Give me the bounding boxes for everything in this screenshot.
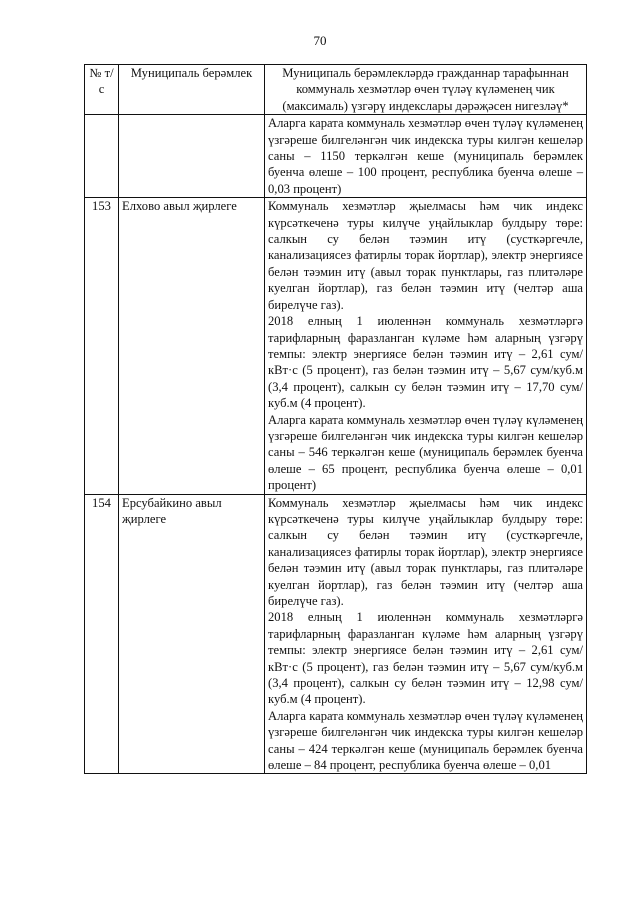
table-row [85,115,587,198]
header-municipality: Муниципаль берәмлек [119,65,265,115]
paragraph: Коммуналь хезмәтләр җыелмасы һәм чик индекс күрсәткеченә туры килүче уңайлыклар булдыру төре: салкын су белән тәэмин итү (сусткәргечле, канализациясез фатирлы торак йортлар), электр энергиясе белән тәэмин итү (авыл торак пунктлары, газ плитәләре куелган йортлар), газ белән тәэмин итү (челтәр аша бирелүче газ). [268,199,583,312]
paragraph: Аларга карата коммуналь хезмәтләр өчен түләү күләменең үзгәреше билгеләнгән чик индекска туры килгән кешеләр саны – 1150 теркәлгән кеше (муниципаль берәмлек буенча өлеше – 100 процент, республика буенча өлеше – 0,03 процент) [268,116,583,196]
row-description [265,198,587,494]
row-description [265,115,587,198]
row-municipality: Елхово авыл җирлеге [119,198,265,494]
paragraph: 2018 елның 1 июленнән коммуналь хезмәтләргә тарифларның фаразланган күләме һәм аларның үзгәрү темпы: электр энергиясе белән тәэмин итү – 2,61 сум/кВт·с (5 процент), газ белән тәэмин итү – 5,67 сум/куб.м (3,4 процент), салкын су белән тәэмин итү – 12,98 сум/куб.м (4 процент). [268,610,583,707]
row-num: 154 [85,494,119,774]
tariff-table [84,64,587,774]
row-num [85,115,119,198]
header-description: Муниципаль берәмлекләрдә гражданнар тарафыннан коммуналь хезмәтләр өчен түләү күләменең чик (максималь) үзгәрү индекслары дәрәҗәсен нигезләү* [265,65,587,115]
paragraph: Коммуналь хезмәтләр җыелмасы һәм чик индекс күрсәткеченә туры килүче уңайлыклар булдыру төре: салкын су белән тәэмин итү (сусткәргечле, канализациясез фатирлы торак йортлар), электр энергиясе белән тәэмин итү (авыл торак пунктлары, газ плитәләре куелган йортлар), газ белән тәэмин итү (челтәр аша бирелүче газ). [268,495,583,608]
header-num: № т/с [85,65,119,115]
paragraph: Аларга карата коммуналь хезмәтләр өчен түләү күләменең үзгәреше билгеләнгән чик индекска туры килгән кешеләр саны – 546 теркәлгән кеше (муниципаль берәмлек буенча өлеше – 65 процент, республика буенча өлеше – 0,01 процент) [268,412,583,493]
row-num: 153 [85,198,119,494]
row-description [265,494,587,774]
row-municipality [119,115,265,198]
table-row [85,494,587,774]
page-number: 70 [313,33,327,48]
table-header-row [85,65,587,115]
paragraph: 2018 елның 1 июленнән коммуналь хезмәтләргә тарифларның фаразланган күләме һәм аларның үзгәрү темпы: электр энергиясе белән тәэмин итү – 2,61 сум/кВт·с (5 процент), газ белән тәэмин итү – 5,67 сум/куб.м (3,4 процент), салкын су белән тәэмин итү – 17,70 сум/куб.м (4 процент). [268,314,583,411]
table-row [85,198,587,494]
paragraph: Аларга карата коммуналь хезмәтләр өчен түләү күләменең үзгәреше билгеләнгән чик индекска туры килгән кешеләр саны – 424 теркәлгән кеше (муниципаль берәмлек буенча өлеше – 84 процент, республика буенча өлеше – 0,01 [268,708,583,773]
row-municipality: Ерсубайкино авыл җирлеге [119,494,265,774]
